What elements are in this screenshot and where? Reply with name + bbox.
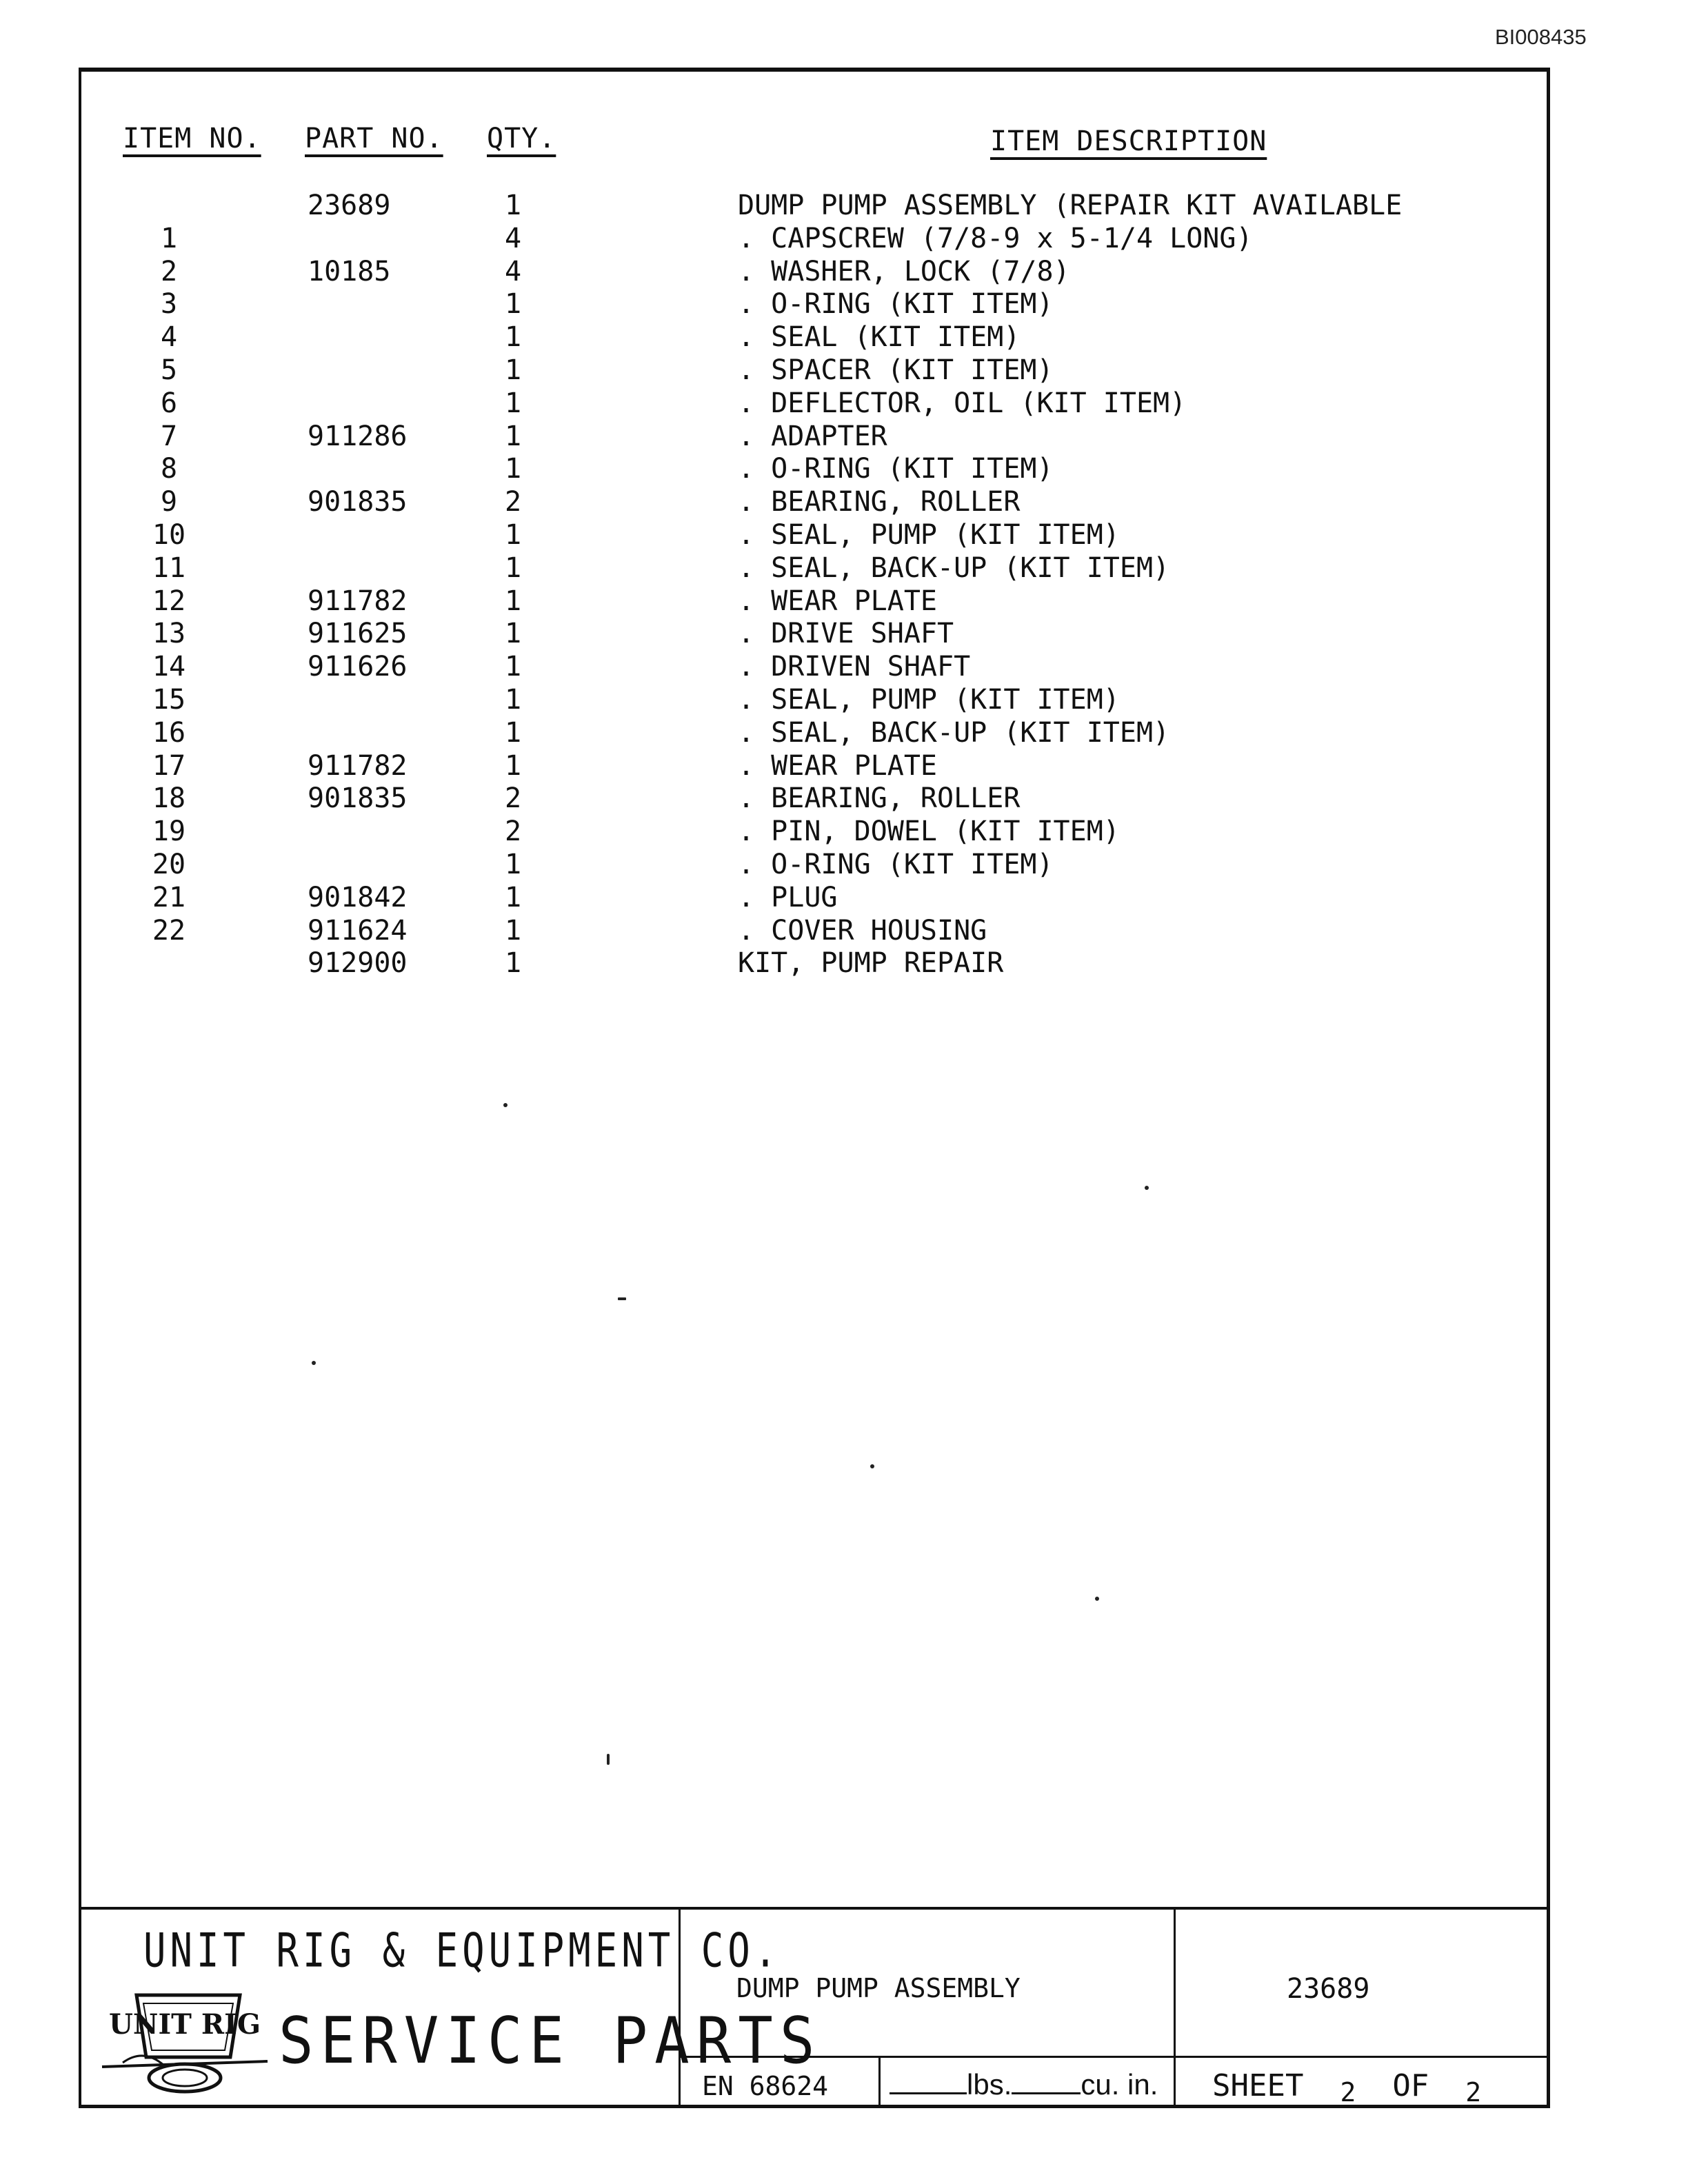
table-row: [0, 782, 1688, 815]
item-number-cell: 1: [160, 222, 178, 254]
quantity-cell: 4: [504, 222, 522, 254]
assembly-title: DUMP PUMP ASSEMBLY: [736, 1973, 1021, 2003]
description-cell: KIT, PUMP REPAIR: [738, 947, 1004, 980]
description-cell: . PLUG: [738, 881, 838, 913]
table-row: [0, 321, 1688, 354]
item-number-cell: 8: [160, 453, 178, 485]
quantity-cell: 1: [504, 684, 522, 716]
description-cell: . ADAPTER: [738, 420, 887, 452]
quantity-cell: 1: [504, 716, 522, 749]
service-parts-heading: SERVICE PARTS: [279, 2003, 822, 2078]
item-number-cell: 2: [160, 255, 178, 287]
quantity-cell: 1: [504, 288, 522, 321]
sheet-label: SHEET: [1212, 2068, 1304, 2103]
of-label: OF: [1392, 2068, 1429, 2103]
part-number-cell: 911782: [308, 749, 408, 782]
table-row: [0, 650, 1688, 683]
logo-lettering: UNIT RIG: [109, 2008, 261, 2041]
sheet-field: [1212, 2068, 1482, 2107]
item-number-cell: 13: [152, 618, 186, 650]
part-number-cell: 911626: [308, 651, 408, 683]
table-row: [0, 881, 1688, 914]
quantity-cell: 2: [504, 782, 522, 815]
table-row: [0, 354, 1688, 387]
document-id: BI008435: [1495, 25, 1587, 49]
item-number-cell: 20: [152, 849, 186, 880]
title-block-divider-2: [1174, 1907, 1176, 2105]
part-number-cell: 901835: [308, 782, 408, 815]
quantity-cell: 1: [504, 651, 522, 683]
part-number-cell: 23689: [308, 190, 391, 221]
quantity-cell: 1: [504, 585, 522, 617]
quantity-cell: 1: [504, 618, 522, 650]
description-cell: . SEAL, PUMP (KIT ITEM): [738, 519, 1120, 551]
header-item-description: ITEM DESCRIPTION: [990, 125, 1267, 157]
quantity-cell: 4: [504, 255, 522, 287]
description-cell: . BEARING, ROLLER: [738, 486, 1021, 518]
part-number-cell: 911286: [308, 420, 408, 452]
table-row: [0, 518, 1688, 552]
quantity-cell: 1: [504, 881, 522, 913]
scan-speck: [607, 1754, 610, 1765]
company-name: UNIT RIG & EQUIPMENT CO.: [143, 1923, 781, 1978]
header-item-no: ITEM NO.: [123, 123, 261, 154]
description-cell: . SEAL, PUMP (KIT ITEM): [738, 684, 1120, 716]
item-number-cell: 18: [152, 782, 186, 815]
title-block-top-rule: [80, 1907, 1549, 1910]
sheet-total: 2: [1465, 2077, 1482, 2107]
quantity-cell: 1: [504, 190, 522, 221]
item-number-cell: 9: [160, 486, 178, 518]
scan-speck: [1145, 1186, 1149, 1190]
part-number-cell: 901842: [308, 881, 408, 913]
scan-speck: [312, 1361, 316, 1365]
weight-unit: lbs.: [967, 2068, 1012, 2101]
volume-unit: cu. in.: [1081, 2068, 1158, 2101]
table-row: [0, 420, 1688, 453]
description-cell: . BEARING, ROLLER: [738, 782, 1021, 815]
description-cell: . DEFLECTOR, OIL (KIT ITEM): [738, 387, 1187, 419]
weight-volume-field: [890, 2068, 1158, 2101]
table-row: [0, 452, 1688, 485]
quantity-cell: 1: [504, 914, 522, 947]
quantity-cell: 1: [504, 947, 522, 980]
item-number-cell: 21: [152, 881, 186, 913]
quantity-cell: 1: [504, 849, 522, 880]
quantity-cell: 1: [504, 749, 522, 782]
quantity-cell: 1: [504, 453, 522, 485]
table-row: [0, 485, 1688, 518]
item-number-cell: 4: [160, 321, 178, 354]
weight-blank: [890, 2069, 967, 2094]
volume-blank: [1012, 2069, 1081, 2094]
table-row: [0, 749, 1688, 782]
description-cell: . O-RING (KIT ITEM): [738, 849, 1054, 880]
header-qty: QTY.: [487, 123, 556, 154]
item-number-cell: 3: [160, 288, 178, 321]
part-number-cell: 911625: [308, 618, 408, 650]
table-row: [0, 848, 1688, 881]
description-cell: . WASHER, LOCK (7/8): [738, 255, 1070, 287]
item-number-cell: 15: [152, 684, 186, 716]
item-number-cell: 7: [160, 420, 178, 452]
title-block-divider-3: [878, 2056, 881, 2105]
table-row: [0, 585, 1688, 618]
part-number-cell: 912900: [308, 947, 408, 980]
table-row: [0, 617, 1688, 650]
quantity-cell: 1: [504, 420, 522, 452]
part-number-cell: 901835: [308, 486, 408, 518]
quantity-cell: 1: [504, 354, 522, 386]
table-row: [0, 189, 1688, 222]
quantity-cell: 2: [504, 816, 522, 848]
item-number-cell: 5: [160, 354, 178, 386]
description-cell: . PIN, DOWEL (KIT ITEM): [738, 816, 1120, 848]
table-row: [0, 255, 1688, 288]
assembly-part-number: 23689: [1287, 1973, 1370, 2005]
item-number-cell: 16: [152, 716, 186, 749]
table-row: [0, 387, 1688, 420]
item-number-cell: 19: [152, 816, 186, 848]
table-row: [0, 716, 1688, 749]
quantity-cell: 1: [504, 321, 522, 354]
table-row: [0, 683, 1688, 716]
table-row: [0, 815, 1688, 848]
scan-speck: [1095, 1597, 1099, 1601]
scan-speck: [870, 1464, 874, 1468]
description-cell: DUMP PUMP ASSEMBLY (REPAIR KIT AVAILABLE: [738, 190, 1403, 221]
description-cell: . COVER HOUSING: [738, 914, 987, 947]
table-row: [0, 947, 1688, 980]
description-cell: . WEAR PLATE: [738, 585, 937, 617]
description-cell: . SPACER (KIT ITEM): [738, 354, 1054, 386]
item-number-cell: 17: [152, 749, 186, 782]
table-row: [0, 552, 1688, 585]
description-cell: . DRIVEN SHAFT: [738, 651, 971, 683]
scan-speck: [503, 1103, 508, 1107]
part-number-cell: 911624: [308, 914, 408, 947]
description-cell: . SEAL, BACK-UP (KIT ITEM): [738, 716, 1170, 749]
table-row: [0, 287, 1688, 321]
quantity-cell: 1: [504, 519, 522, 551]
description-cell: . DRIVE SHAFT: [738, 618, 954, 650]
item-number-cell: 11: [152, 552, 186, 584]
table-row: [0, 222, 1688, 255]
quantity-cell: 2: [504, 486, 522, 518]
item-number-cell: 14: [152, 651, 186, 683]
quantity-cell: 1: [504, 387, 522, 419]
part-number-cell: 911782: [308, 585, 408, 617]
item-number-cell: 12: [152, 585, 186, 617]
quantity-cell: 1: [504, 552, 522, 584]
item-number-cell: 10: [152, 519, 186, 551]
header-part-no: PART NO.: [305, 123, 443, 154]
table-row: [0, 914, 1688, 947]
description-cell: . O-RING (KIT ITEM): [738, 453, 1054, 485]
description-cell: . SEAL, BACK-UP (KIT ITEM): [738, 552, 1170, 584]
unit-rig-logo: [95, 1981, 274, 2099]
description-cell: . O-RING (KIT ITEM): [738, 288, 1054, 321]
en-number: EN 68624: [702, 2071, 829, 2101]
description-cell: . CAPSCREW (7/8-9 x 5-1/4 LONG): [738, 222, 1253, 254]
item-number-cell: 22: [152, 914, 186, 947]
scan-speck: [618, 1297, 626, 1300]
part-number-cell: 10185: [308, 255, 391, 287]
description-cell: . WEAR PLATE: [738, 749, 937, 782]
description-cell: . SEAL (KIT ITEM): [738, 321, 1021, 354]
sheet-number: 2: [1340, 2077, 1356, 2107]
item-number-cell: 6: [160, 387, 178, 419]
